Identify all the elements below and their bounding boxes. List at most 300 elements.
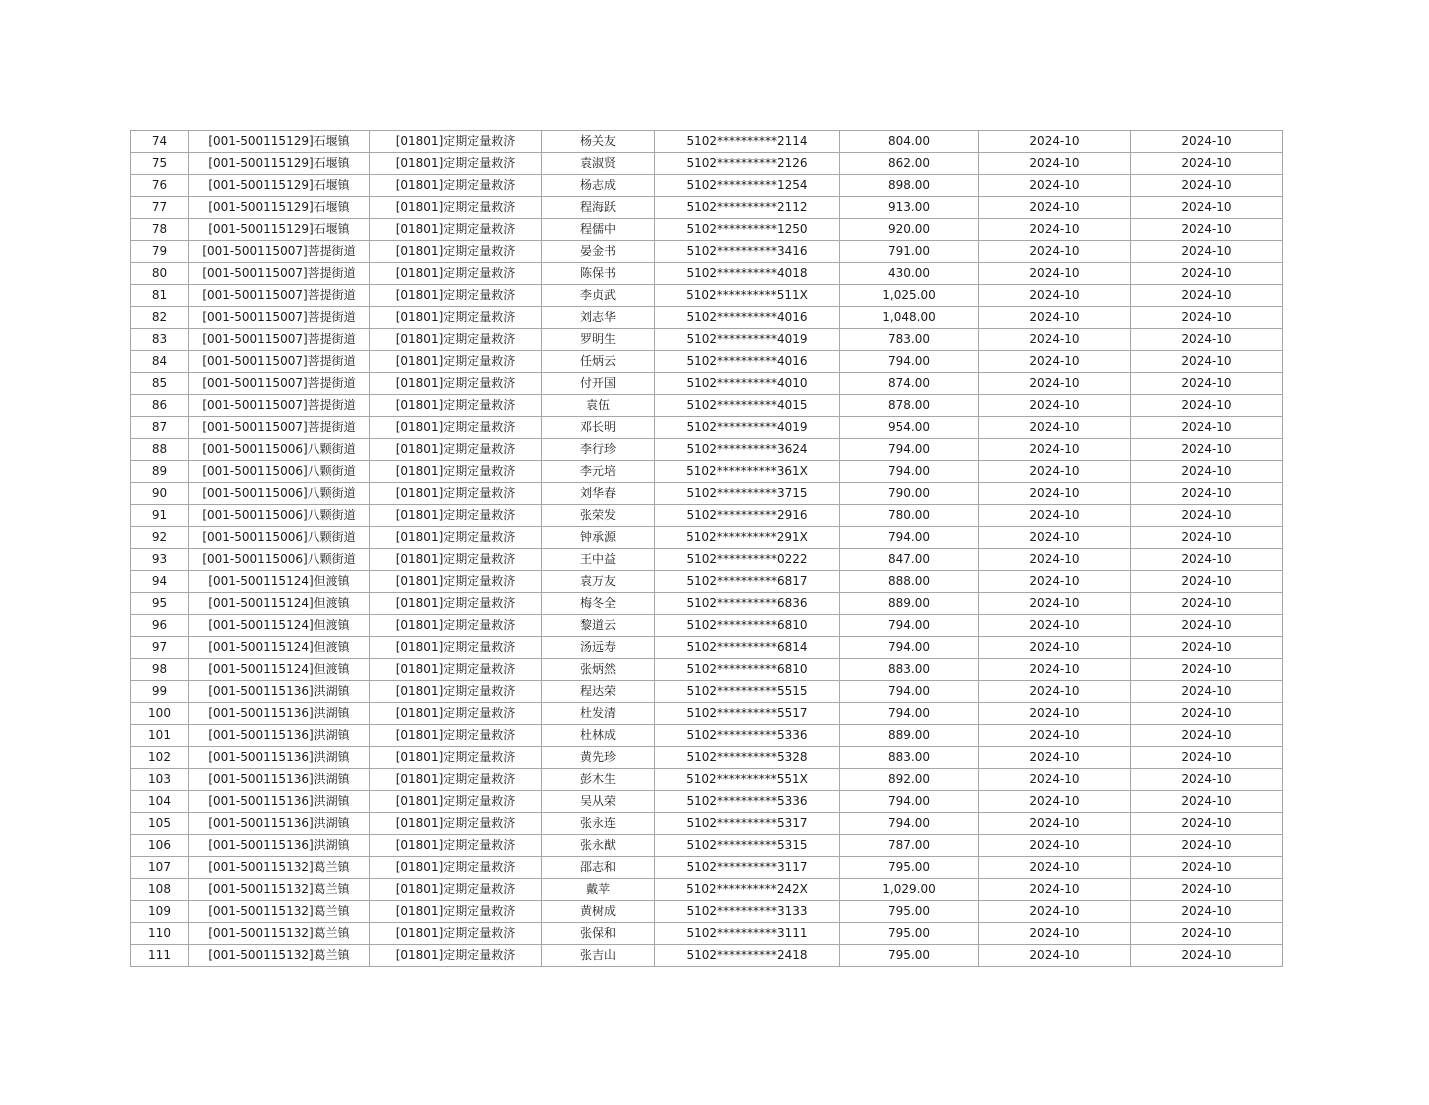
cell-end-month: 2024-10	[1131, 153, 1283, 175]
cell-amount: 920.00	[840, 219, 979, 241]
cell-start-month: 2024-10	[979, 923, 1131, 945]
cell-amount: 804.00	[840, 131, 979, 153]
cell-start-month: 2024-10	[979, 725, 1131, 747]
cell-program: [01801]定期定量救济	[370, 461, 542, 483]
cell-index: 89	[131, 461, 189, 483]
cell-name: 付开国	[542, 373, 655, 395]
cell-end-month: 2024-10	[1131, 351, 1283, 373]
cell-region: [001-500115129]石堰镇	[189, 219, 370, 241]
table-row	[131, 901, 1283, 923]
cell-end-month: 2024-10	[1131, 307, 1283, 329]
cell-id-number: 5102**********5336	[655, 791, 840, 813]
cell-region: [001-500115006]八颗街道	[189, 527, 370, 549]
cell-index: 92	[131, 527, 189, 549]
cell-region: [001-500115007]菩提街道	[189, 351, 370, 373]
cell-region: [001-500115132]葛兰镇	[189, 923, 370, 945]
cell-name: 黄树成	[542, 901, 655, 923]
cell-program: [01801]定期定量救济	[370, 659, 542, 681]
cell-amount: 794.00	[840, 813, 979, 835]
cell-program: [01801]定期定量救济	[370, 615, 542, 637]
cell-id-number: 5102**********3416	[655, 241, 840, 263]
cell-start-month: 2024-10	[979, 791, 1131, 813]
table-row	[131, 175, 1283, 197]
table-row	[131, 153, 1283, 175]
cell-program: [01801]定期定量救济	[370, 879, 542, 901]
cell-end-month: 2024-10	[1131, 417, 1283, 439]
table-row	[131, 593, 1283, 615]
cell-start-month: 2024-10	[979, 527, 1131, 549]
cell-region: [001-500115129]石堰镇	[189, 197, 370, 219]
cell-region: [001-500115132]葛兰镇	[189, 901, 370, 923]
cell-program: [01801]定期定量救济	[370, 549, 542, 571]
cell-name: 杜林成	[542, 725, 655, 747]
cell-index: 96	[131, 615, 189, 637]
cell-name: 晏金书	[542, 241, 655, 263]
cell-end-month: 2024-10	[1131, 945, 1283, 967]
cell-amount: 783.00	[840, 329, 979, 351]
cell-amount: 913.00	[840, 197, 979, 219]
cell-id-number: 5102**********242X	[655, 879, 840, 901]
cell-index: 99	[131, 681, 189, 703]
cell-name: 钟承源	[542, 527, 655, 549]
table-row	[131, 571, 1283, 593]
table-row	[131, 307, 1283, 329]
cell-name: 王中益	[542, 549, 655, 571]
cell-amount: 795.00	[840, 901, 979, 923]
cell-amount: 1,029.00	[840, 879, 979, 901]
cell-name: 任炳云	[542, 351, 655, 373]
cell-index: 86	[131, 395, 189, 417]
cell-name: 罗明生	[542, 329, 655, 351]
cell-end-month: 2024-10	[1131, 241, 1283, 263]
cell-program: [01801]定期定量救济	[370, 637, 542, 659]
table-row	[131, 857, 1283, 879]
cell-id-number: 5102**********3624	[655, 439, 840, 461]
cell-region: [001-500115007]菩提街道	[189, 329, 370, 351]
cell-region: [001-500115129]石堰镇	[189, 131, 370, 153]
cell-name: 张保和	[542, 923, 655, 945]
cell-end-month: 2024-10	[1131, 175, 1283, 197]
cell-amount: 888.00	[840, 571, 979, 593]
cell-start-month: 2024-10	[979, 395, 1131, 417]
cell-start-month: 2024-10	[979, 703, 1131, 725]
cell-program: [01801]定期定量救济	[370, 307, 542, 329]
table-row	[131, 241, 1283, 263]
cell-name: 吴从荣	[542, 791, 655, 813]
cell-end-month: 2024-10	[1131, 263, 1283, 285]
cell-region: [001-500115132]葛兰镇	[189, 945, 370, 967]
cell-end-month: 2024-10	[1131, 461, 1283, 483]
cell-name: 梅冬全	[542, 593, 655, 615]
cell-region: [001-500115007]菩提街道	[189, 285, 370, 307]
cell-region: [001-500115124]但渡镇	[189, 659, 370, 681]
cell-index: 80	[131, 263, 189, 285]
table-row	[131, 329, 1283, 351]
cell-amount: 898.00	[840, 175, 979, 197]
cell-end-month: 2024-10	[1131, 857, 1283, 879]
cell-index: 88	[131, 439, 189, 461]
cell-index: 76	[131, 175, 189, 197]
cell-start-month: 2024-10	[979, 197, 1131, 219]
cell-program: [01801]定期定量救济	[370, 197, 542, 219]
table-row	[131, 373, 1283, 395]
table-row	[131, 835, 1283, 857]
cell-end-month: 2024-10	[1131, 527, 1283, 549]
cell-amount: 795.00	[840, 857, 979, 879]
cell-id-number: 5102**********6810	[655, 615, 840, 637]
cell-amount: 794.00	[840, 637, 979, 659]
table-row	[131, 791, 1283, 813]
cell-end-month: 2024-10	[1131, 329, 1283, 351]
cell-index: 84	[131, 351, 189, 373]
cell-index: 79	[131, 241, 189, 263]
cell-amount: 954.00	[840, 417, 979, 439]
cell-id-number: 5102**********4018	[655, 263, 840, 285]
cell-region: [001-500115007]菩提街道	[189, 417, 370, 439]
cell-end-month: 2024-10	[1131, 725, 1283, 747]
cell-amount: 794.00	[840, 527, 979, 549]
cell-start-month: 2024-10	[979, 571, 1131, 593]
cell-index: 105	[131, 813, 189, 835]
cell-index: 77	[131, 197, 189, 219]
cell-end-month: 2024-10	[1131, 549, 1283, 571]
cell-id-number: 5102**********4019	[655, 417, 840, 439]
cell-amount: 780.00	[840, 505, 979, 527]
cell-start-month: 2024-10	[979, 131, 1131, 153]
cell-region: [001-500115136]洪湖镇	[189, 835, 370, 857]
cell-program: [01801]定期定量救济	[370, 945, 542, 967]
cell-start-month: 2024-10	[979, 879, 1131, 901]
cell-program: [01801]定期定量救济	[370, 153, 542, 175]
cell-name: 邓长明	[542, 417, 655, 439]
cell-program: [01801]定期定量救济	[370, 571, 542, 593]
cell-index: 81	[131, 285, 189, 307]
cell-name: 刘华春	[542, 483, 655, 505]
cell-start-month: 2024-10	[979, 549, 1131, 571]
table-row	[131, 747, 1283, 769]
cell-id-number: 5102**********2916	[655, 505, 840, 527]
cell-id-number: 5102**********5315	[655, 835, 840, 857]
cell-id-number: 5102**********4015	[655, 395, 840, 417]
cell-amount: 795.00	[840, 945, 979, 967]
cell-amount: 889.00	[840, 593, 979, 615]
cell-end-month: 2024-10	[1131, 747, 1283, 769]
cell-index: 93	[131, 549, 189, 571]
cell-start-month: 2024-10	[979, 153, 1131, 175]
cell-id-number: 5102**********3111	[655, 923, 840, 945]
cell-index: 90	[131, 483, 189, 505]
cell-program: [01801]定期定量救济	[370, 505, 542, 527]
cell-end-month: 2024-10	[1131, 769, 1283, 791]
cell-index: 98	[131, 659, 189, 681]
table-row	[131, 285, 1283, 307]
cell-index: 95	[131, 593, 189, 615]
cell-region: [001-500115124]但渡镇	[189, 615, 370, 637]
cell-program: [01801]定期定量救济	[370, 263, 542, 285]
cell-id-number: 5102**********3133	[655, 901, 840, 923]
cell-amount: 794.00	[840, 351, 979, 373]
cell-start-month: 2024-10	[979, 659, 1131, 681]
cell-program: [01801]定期定量救济	[370, 923, 542, 945]
cell-id-number: 5102**********2114	[655, 131, 840, 153]
table-row	[131, 527, 1283, 549]
table-row	[131, 131, 1283, 153]
cell-region: [001-500115136]洪湖镇	[189, 747, 370, 769]
cell-index: 100	[131, 703, 189, 725]
cell-end-month: 2024-10	[1131, 197, 1283, 219]
cell-program: [01801]定期定量救济	[370, 417, 542, 439]
cell-amount: 790.00	[840, 483, 979, 505]
cell-name: 李贞武	[542, 285, 655, 307]
cell-region: [001-500115007]菩提街道	[189, 395, 370, 417]
cell-name: 张炳然	[542, 659, 655, 681]
cell-index: 75	[131, 153, 189, 175]
table-row	[131, 395, 1283, 417]
cell-start-month: 2024-10	[979, 835, 1131, 857]
table-row	[131, 219, 1283, 241]
cell-id-number: 5102**********5317	[655, 813, 840, 835]
table-row	[131, 637, 1283, 659]
table-row	[131, 813, 1283, 835]
cell-name: 戴苹	[542, 879, 655, 901]
cell-end-month: 2024-10	[1131, 637, 1283, 659]
table-row	[131, 681, 1283, 703]
cell-id-number: 5102**********2418	[655, 945, 840, 967]
cell-id-number: 5102**********361X	[655, 461, 840, 483]
cell-start-month: 2024-10	[979, 263, 1131, 285]
cell-program: [01801]定期定量救济	[370, 373, 542, 395]
cell-index: 111	[131, 945, 189, 967]
cell-end-month: 2024-10	[1131, 901, 1283, 923]
cell-program: [01801]定期定量救济	[370, 131, 542, 153]
cell-name: 程儒中	[542, 219, 655, 241]
cell-amount: 889.00	[840, 725, 979, 747]
cell-program: [01801]定期定量救济	[370, 439, 542, 461]
cell-name: 袁伍	[542, 395, 655, 417]
table-row	[131, 461, 1283, 483]
cell-start-month: 2024-10	[979, 351, 1131, 373]
cell-id-number: 5102**********0222	[655, 549, 840, 571]
cell-region: [001-500115129]石堰镇	[189, 153, 370, 175]
cell-region: [001-500115129]石堰镇	[189, 175, 370, 197]
cell-name: 刘志华	[542, 307, 655, 329]
cell-program: [01801]定期定量救济	[370, 329, 542, 351]
cell-name: 杨关友	[542, 131, 655, 153]
cell-end-month: 2024-10	[1131, 813, 1283, 835]
cell-name: 汤远寿	[542, 637, 655, 659]
cell-index: 107	[131, 857, 189, 879]
cell-program: [01801]定期定量救济	[370, 395, 542, 417]
cell-start-month: 2024-10	[979, 175, 1131, 197]
cell-index: 103	[131, 769, 189, 791]
cell-name: 杨志成	[542, 175, 655, 197]
cell-region: [001-500115006]八颗街道	[189, 483, 370, 505]
cell-amount: 795.00	[840, 923, 979, 945]
cell-program: [01801]定期定量救济	[370, 681, 542, 703]
cell-region: [001-500115007]菩提街道	[189, 373, 370, 395]
cell-program: [01801]定期定量救济	[370, 219, 542, 241]
cell-amount: 794.00	[840, 791, 979, 813]
cell-amount: 883.00	[840, 659, 979, 681]
cell-index: 83	[131, 329, 189, 351]
cell-program: [01801]定期定量救济	[370, 527, 542, 549]
cell-amount: 794.00	[840, 439, 979, 461]
cell-name: 张荣发	[542, 505, 655, 527]
cell-start-month: 2024-10	[979, 461, 1131, 483]
cell-region: [001-500115124]但渡镇	[189, 571, 370, 593]
table-row	[131, 615, 1283, 637]
cell-program: [01801]定期定量救济	[370, 901, 542, 923]
cell-end-month: 2024-10	[1131, 593, 1283, 615]
cell-program: [01801]定期定量救济	[370, 835, 542, 857]
cell-amount: 862.00	[840, 153, 979, 175]
cell-id-number: 5102**********4016	[655, 307, 840, 329]
cell-name: 陈保书	[542, 263, 655, 285]
cell-start-month: 2024-10	[979, 329, 1131, 351]
cell-index: 82	[131, 307, 189, 329]
cell-program: [01801]定期定量救济	[370, 175, 542, 197]
table-row	[131, 505, 1283, 527]
cell-id-number: 5102**********5336	[655, 725, 840, 747]
cell-program: [01801]定期定量救济	[370, 857, 542, 879]
cell-name: 张永连	[542, 813, 655, 835]
cell-end-month: 2024-10	[1131, 439, 1283, 461]
cell-program: [01801]定期定量救济	[370, 351, 542, 373]
cell-name: 邵志和	[542, 857, 655, 879]
cell-index: 85	[131, 373, 189, 395]
cell-program: [01801]定期定量救济	[370, 285, 542, 307]
cell-end-month: 2024-10	[1131, 659, 1283, 681]
cell-amount: 1,048.00	[840, 307, 979, 329]
table-row	[131, 197, 1283, 219]
cell-id-number: 5102**********4019	[655, 329, 840, 351]
cell-index: 78	[131, 219, 189, 241]
cell-start-month: 2024-10	[979, 813, 1131, 835]
cell-region: [001-500115006]八颗街道	[189, 439, 370, 461]
cell-region: [001-500115132]葛兰镇	[189, 857, 370, 879]
cell-end-month: 2024-10	[1131, 681, 1283, 703]
cell-index: 104	[131, 791, 189, 813]
cell-index: 102	[131, 747, 189, 769]
table-row	[131, 703, 1283, 725]
cell-program: [01801]定期定量救济	[370, 791, 542, 813]
table-row	[131, 923, 1283, 945]
cell-region: [001-500115136]洪湖镇	[189, 681, 370, 703]
cell-id-number: 5102**********4010	[655, 373, 840, 395]
cell-id-number: 5102**********551X	[655, 769, 840, 791]
cell-amount: 892.00	[840, 769, 979, 791]
table-row	[131, 769, 1283, 791]
cell-end-month: 2024-10	[1131, 219, 1283, 241]
cell-end-month: 2024-10	[1131, 285, 1283, 307]
cell-start-month: 2024-10	[979, 505, 1131, 527]
table-row	[131, 725, 1283, 747]
table-row	[131, 945, 1283, 967]
cell-name: 李元培	[542, 461, 655, 483]
cell-program: [01801]定期定量救济	[370, 593, 542, 615]
cell-id-number: 5102**********6836	[655, 593, 840, 615]
cell-start-month: 2024-10	[979, 945, 1131, 967]
cell-index: 101	[131, 725, 189, 747]
cell-id-number: 5102**********1250	[655, 219, 840, 241]
cell-amount: 874.00	[840, 373, 979, 395]
cell-index: 97	[131, 637, 189, 659]
cell-end-month: 2024-10	[1131, 505, 1283, 527]
cell-id-number: 5102**********6817	[655, 571, 840, 593]
table-row	[131, 879, 1283, 901]
cell-amount: 847.00	[840, 549, 979, 571]
table-row	[131, 549, 1283, 571]
cell-amount: 794.00	[840, 461, 979, 483]
cell-region: [001-500115006]八颗街道	[189, 549, 370, 571]
cell-amount: 878.00	[840, 395, 979, 417]
cell-id-number: 5102**********5515	[655, 681, 840, 703]
cell-amount: 794.00	[840, 615, 979, 637]
cell-name: 程达荣	[542, 681, 655, 703]
cell-amount: 794.00	[840, 681, 979, 703]
cell-start-month: 2024-10	[979, 307, 1131, 329]
cell-region: [001-500115132]葛兰镇	[189, 879, 370, 901]
cell-start-month: 2024-10	[979, 219, 1131, 241]
cell-index: 110	[131, 923, 189, 945]
cell-end-month: 2024-10	[1131, 373, 1283, 395]
cell-name: 李行珍	[542, 439, 655, 461]
cell-start-month: 2024-10	[979, 769, 1131, 791]
cell-id-number: 5102**********291X	[655, 527, 840, 549]
table-row	[131, 351, 1283, 373]
cell-id-number: 5102**********511X	[655, 285, 840, 307]
cell-region: [001-500115007]菩提街道	[189, 241, 370, 263]
cell-end-month: 2024-10	[1131, 571, 1283, 593]
table-row	[131, 483, 1283, 505]
cell-amount: 1,025.00	[840, 285, 979, 307]
cell-start-month: 2024-10	[979, 901, 1131, 923]
table-body	[131, 131, 1283, 967]
cell-program: [01801]定期定量救济	[370, 241, 542, 263]
cell-end-month: 2024-10	[1131, 483, 1283, 505]
cell-region: [001-500115136]洪湖镇	[189, 813, 370, 835]
cell-id-number: 5102**********3117	[655, 857, 840, 879]
cell-id-number: 5102**********4016	[655, 351, 840, 373]
cell-region: [001-500115136]洪湖镇	[189, 703, 370, 725]
table-row	[131, 659, 1283, 681]
cell-start-month: 2024-10	[979, 285, 1131, 307]
cell-index: 91	[131, 505, 189, 527]
cell-end-month: 2024-10	[1131, 615, 1283, 637]
cell-program: [01801]定期定量救济	[370, 483, 542, 505]
cell-start-month: 2024-10	[979, 747, 1131, 769]
table-row	[131, 417, 1283, 439]
cell-name: 黄先珍	[542, 747, 655, 769]
cell-index: 106	[131, 835, 189, 857]
cell-amount: 791.00	[840, 241, 979, 263]
relief-table	[130, 130, 1283, 967]
cell-start-month: 2024-10	[979, 439, 1131, 461]
cell-start-month: 2024-10	[979, 417, 1131, 439]
cell-index: 74	[131, 131, 189, 153]
cell-program: [01801]定期定量救济	[370, 703, 542, 725]
cell-start-month: 2024-10	[979, 593, 1131, 615]
cell-region: [001-500115124]但渡镇	[189, 637, 370, 659]
cell-region: [001-500115006]八颗街道	[189, 461, 370, 483]
cell-name: 袁万友	[542, 571, 655, 593]
cell-id-number: 5102**********2112	[655, 197, 840, 219]
cell-start-month: 2024-10	[979, 615, 1131, 637]
cell-end-month: 2024-10	[1131, 791, 1283, 813]
cell-end-month: 2024-10	[1131, 835, 1283, 857]
cell-name: 程海跃	[542, 197, 655, 219]
table-row	[131, 263, 1283, 285]
